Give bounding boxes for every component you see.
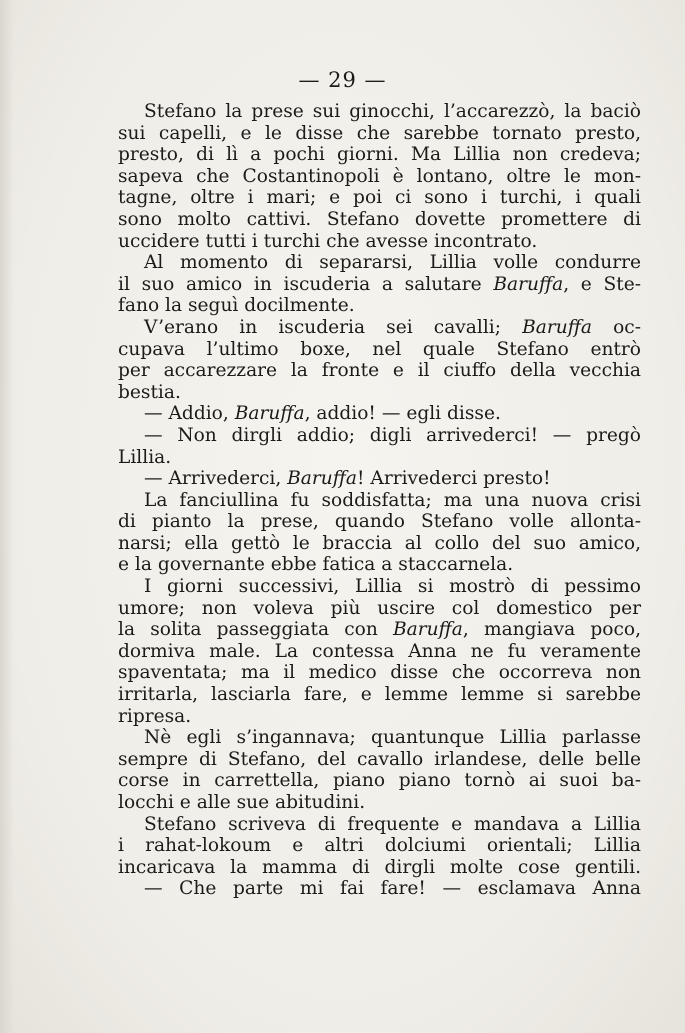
text-line: La fanciullina fu soddisfatta; ma una nuova crisi	[144, 489, 641, 511]
text-line: spaventata; ma il medico disse che occorreva non	[118, 662, 641, 684]
text-line: corse in carrettella, piano piano tornò ai suoi ba-	[118, 770, 641, 792]
text-line: fano la seguì docilmente.	[118, 295, 355, 317]
text-line: I giorni successivi, Lillia si mostrò di pessimo	[144, 576, 641, 598]
text-line: — Addio, Baruffa, addio! — egli disse.	[144, 403, 501, 425]
text-line: Stefano la prese sui ginocchi, l’accarezzò, la baciò	[144, 101, 641, 122]
text-line: sui capelli, e le disse che sarebbe tornato presto,	[118, 122, 641, 144]
text-line: incaricava la mamma di dirgli molte cose gentili.	[118, 856, 641, 878]
page-gutter-shadow	[0, 0, 14, 1033]
text-line: il suo amico in iscuderia a salutare Baruffa, e Ste-	[118, 273, 641, 295]
text-line: sono molto cattivi. Stefano dovette promettere di	[118, 208, 641, 230]
text-line: Lillia.	[118, 446, 172, 468]
text-line: i rahat-lokoum e altri dolciumi orientali; Lillia	[118, 835, 641, 857]
text-line: sapeva che Costantinopoli è lontano, oltre le mon-	[118, 165, 641, 187]
text-line: Stefano scriveva di frequente e mandava a Lillia	[144, 813, 641, 835]
body-text	[118, 101, 641, 900]
text-line: di pianto la prese, quando Stefano volle allonta-	[118, 511, 641, 533]
text-line: Nè egli s’ingannava; quantunque Lillia parlasse	[144, 727, 641, 749]
text-line: presto, di lì a pochi giorni. Ma Lillia non credeva;	[118, 144, 641, 166]
text-line: e la governante ebbe fatica a staccarnela.	[118, 554, 514, 576]
page-number: — 29 —	[298, 68, 387, 92]
text-line: sempre di Stefano, del cavallo irlandese, delle belle	[118, 748, 641, 770]
text-line: uccidere tutti i turchi che avesse incontrato.	[118, 230, 538, 252]
text-line: — Che parte mi fai fare! — esclamava Anna	[144, 878, 641, 900]
text-line: bestia.	[118, 381, 181, 403]
text-line: la solita passeggiata con Baruffa, mangiava poco,	[118, 619, 641, 641]
text-line: — Non dirgli addio; digli arrivederci! — pregò	[144, 424, 641, 446]
text-line: Al momento di separarsi, Lillia volle condurre	[144, 252, 641, 274]
text-line: — Arrivederci, Baruffa! Arrivederci presto!	[144, 468, 551, 490]
text-line: tagne, oltre i mari; e poi ci sono i turchi, i quali	[118, 187, 641, 209]
text-line: V’erano in iscuderia sei cavalli; Baruffa oc-	[144, 316, 641, 338]
text-line: locchi e alle sue abitudini.	[118, 792, 366, 813]
text-line: narsi; ella gettò le braccia al collo del suo amico,	[118, 532, 641, 554]
text-line: ripresa.	[118, 705, 192, 727]
text-line: dormiva male. La contessa Anna ne fu veramente	[118, 640, 641, 662]
text-line: irritarla, lasciarla fare, e lemme lemme si sarebbe	[118, 684, 641, 706]
text-line: per accarezzare la fronte e il ciuffo della vecchia	[118, 360, 641, 382]
text-line: cupava l’ultimo boxe, nel quale Stefano entrò	[118, 338, 641, 360]
text-line: umore; non voleva più uscire col domestico per	[118, 597, 641, 619]
